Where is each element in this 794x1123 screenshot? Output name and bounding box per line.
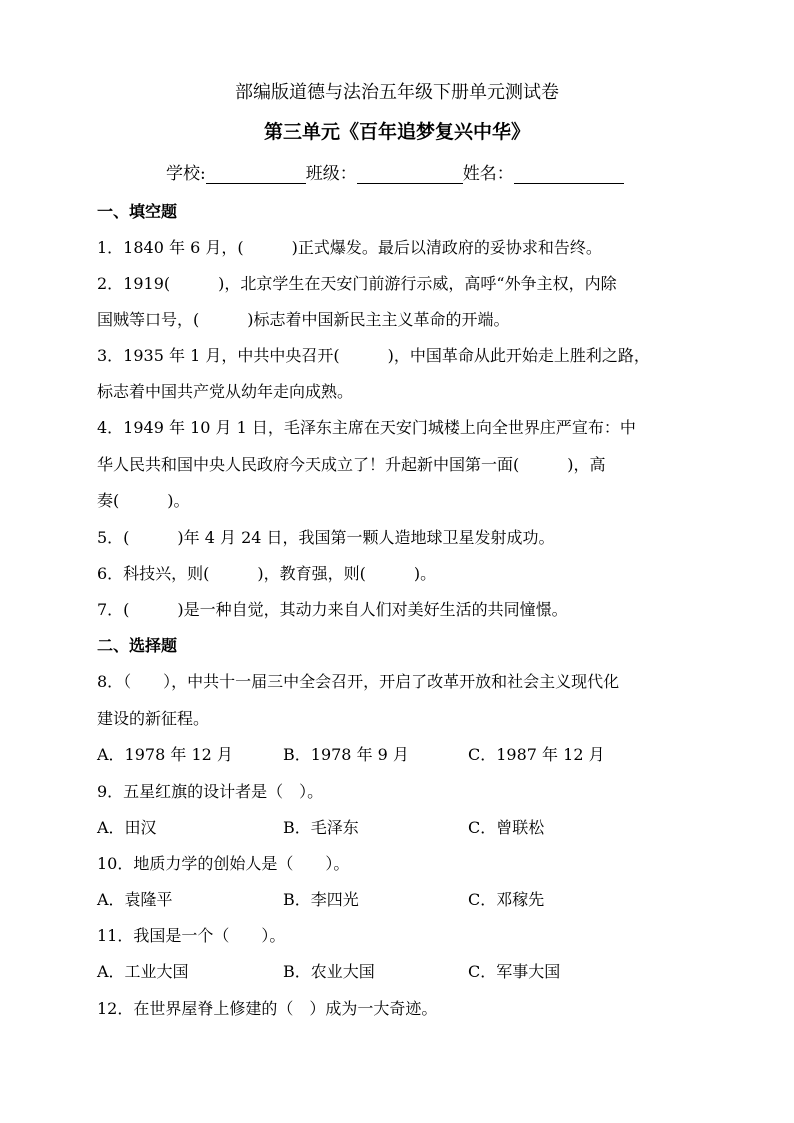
school-blank[interactable] [206, 165, 306, 184]
question-line: 4．1949 年 10 月 1 日，毛泽东主席在天安门城楼上向全世界庄严宣布：中 [97, 418, 636, 437]
section-heading-fill: 一、填空题 [97, 202, 178, 221]
name-blank[interactable] [514, 165, 624, 184]
question-line: 奏( )。 [97, 491, 190, 510]
question-line: 2．1919( )，北京学生在天安门前游行示威，高呼“外争主权，内除 [97, 274, 617, 293]
question-line: 7．( )是一种自觉，其动力来自人们对美好生活的共同憧憬。 [97, 600, 568, 619]
option-a: A．田汉 [97, 818, 157, 837]
option-c: C．军事大国 [468, 962, 561, 981]
option-a: A．袁隆平 [97, 890, 173, 909]
question-line: 1．1840 年 6 月，( )正式爆发。最后以清政府的妥协求和告终。 [97, 238, 602, 257]
option-c: C．1987 年 12 月 [468, 745, 605, 764]
option-c: C．邓稼先 [468, 890, 545, 909]
question-11: 11．我国是一个（ ）。 [97, 926, 286, 945]
class-blank[interactable] [357, 165, 463, 184]
option-a: A．工业大国 [97, 962, 189, 981]
name-label: 姓名： [462, 164, 514, 184]
option-b: B．农业大国 [283, 962, 375, 981]
question-8: 8．（ ），中共十一届三中全会召开，开启了改革开放和社会主义现代化 [97, 672, 620, 691]
section-heading-choice: 二、选择题 [97, 636, 178, 655]
page-subtitle: 第三单元《百年追梦复兴中华》 [263, 121, 530, 143]
option-b: B．毛泽东 [283, 818, 359, 837]
option-c: C．曾联松 [468, 818, 545, 837]
question-10: 10．地质力学的创始人是（ ）。 [97, 854, 350, 873]
class-label: 班级： [305, 164, 357, 184]
question-9: 9．五星红旗的设计者是（ ）。 [97, 782, 324, 801]
question-line: 标志着中国共产党从幼年走向成熟。 [97, 382, 354, 401]
question-8-cont: 建设的新征程。 [97, 709, 210, 728]
question-line: 6．科技兴，则( )，教育强，则( )。 [97, 564, 437, 583]
question-line: 3．1935 年 1 月，中共中央召开( )，中国革命从此开始走上胜利之路， [97, 346, 650, 365]
question-line: 华人民共和国中央人民政府今天成立了！升起新中国第一面( )，高 [97, 455, 606, 474]
option-a: A．1978 年 12 月 [97, 745, 233, 764]
option-b: B．1978 年 9 月 [283, 745, 409, 764]
question-12: 12．在世界屋脊上修建的（ ）成为一大奇迹。 [97, 999, 438, 1018]
option-b: B．李四光 [283, 890, 359, 909]
header-fields [166, 159, 624, 184]
question-line: 5．( )年 4 月 24 日，我国第一颗人造地球卫星发射成功。 [97, 528, 555, 547]
question-line: 国贼等口号，( )标志着中国新民主主义革命的开端。 [97, 310, 510, 329]
page-title: 部编版道德与法治五年级下册单元测试卷 [235, 82, 559, 103]
school-label: 学校: [166, 164, 206, 184]
